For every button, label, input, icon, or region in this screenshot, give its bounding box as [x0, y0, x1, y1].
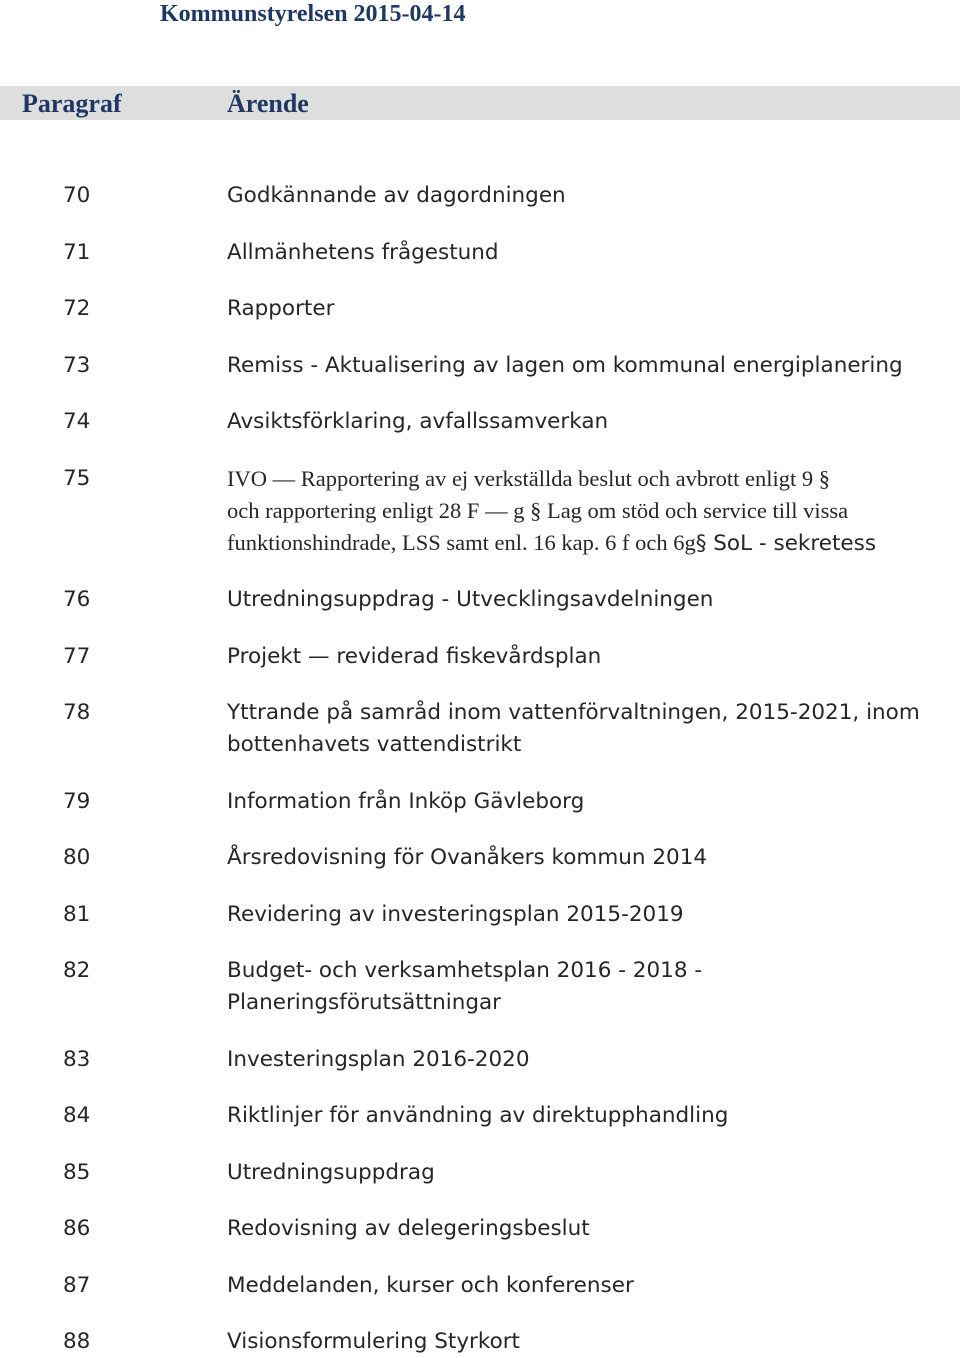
paragraph-number: 83	[63, 1046, 91, 1072]
agenda-item-line: Budget- och verksamhetsplan 2016 - 2018 -	[227, 958, 703, 983]
agenda-row-79	[0, 786, 960, 818]
agenda-item-text: Visionsformulering Styrkort	[227, 1329, 520, 1354]
table-header	[0, 86, 960, 120]
paragraph-number: 75	[63, 465, 91, 491]
agenda-item-line: bottenhavets vattendistrikt	[227, 732, 522, 757]
agenda-item-text: Allmänhetens frågestund	[227, 239, 499, 265]
agenda-item-text: Årsredovisning för Ovanåkers kommun 2014	[227, 845, 708, 870]
agenda-item-text: Projekt — reviderad fiskevårdsplan	[227, 643, 602, 669]
agenda-item-line: Planeringsförutsättningar	[227, 990, 501, 1015]
paragraph-number: 87	[63, 1272, 91, 1298]
paragraph-number: 86	[63, 1216, 91, 1241]
paragraph-number: 79	[63, 788, 91, 814]
agenda-item-text: Redovisning av delegeringsbeslut	[227, 1216, 590, 1241]
agenda-item-text-multiline	[227, 697, 952, 761]
agenda-row-73	[0, 350, 960, 382]
agenda-list	[0, 180, 960, 1358]
agenda-item-text: Investeringsplan 2016-2020	[227, 1046, 530, 1072]
paragraph-number: 74	[63, 409, 91, 434]
agenda-item-text: Remiss - Aktualisering av lagen om kommunal energiplanering	[227, 352, 903, 378]
paragraph-number: 72	[63, 296, 91, 321]
document-title: Kommunstyrelsen 2015-04-14	[160, 1, 466, 27]
paragraph-number: 76	[63, 587, 91, 612]
agenda-row-82	[0, 955, 960, 1019]
agenda-item-text: Utredningsuppdrag	[227, 1159, 435, 1185]
paragraph-number: 84	[63, 1103, 91, 1128]
agenda-row-81	[0, 899, 960, 931]
agenda-item-text: Rapporter	[227, 296, 335, 321]
agenda-row-87	[0, 1270, 960, 1302]
agenda-row-75	[0, 463, 960, 560]
agenda-row-72	[0, 293, 960, 325]
agenda-item-line: och rapportering enligt 28 F — g § Lag om stöd och service till vissa	[227, 497, 849, 523]
paragraph-number: 80	[63, 845, 91, 870]
agenda-item-line: IVO — Rapportering av ej verkställda beslut och avbrott enligt 9 §	[227, 465, 830, 491]
agenda-item-text: Avsiktsförklaring, avfallssamverkan	[227, 409, 609, 434]
agenda-item-line-part: § SoL - sekretess	[695, 530, 877, 556]
agenda-item-text: Meddelanden, kurser och konferenser	[227, 1272, 634, 1298]
agenda-item-line	[227, 527, 952, 560]
agenda-row-78	[0, 697, 960, 761]
agenda-row-77	[0, 641, 960, 673]
agenda-item-text: Information från Inköp Gävleborg	[227, 788, 585, 814]
paragraph-number: 81	[63, 901, 91, 927]
agenda-item-text: Godkännande av dagordningen	[227, 183, 566, 208]
paragraph-number: 78	[63, 700, 91, 725]
agenda-item-line-part: funktionshindrade, LSS samt enl. 16 kap. 6 f och 6g	[227, 529, 696, 555]
agenda-row-86	[0, 1213, 960, 1245]
paragraph-number: 85	[63, 1159, 91, 1185]
paragraph-number: 82	[63, 958, 91, 983]
agenda-row-70	[0, 180, 960, 212]
agenda-row-84	[0, 1100, 960, 1132]
paragraph-number: 77	[63, 643, 91, 669]
paragraph-number: 70	[63, 183, 91, 208]
agenda-row-83	[0, 1044, 960, 1076]
header-arende: Ärende	[227, 89, 309, 118]
agenda-item-text: Utredningsuppdrag - Utvecklingsavdelningen	[227, 587, 714, 612]
agenda-row-74	[0, 406, 960, 438]
agenda-item-text-multiline	[227, 463, 952, 560]
agenda-item-text: Revidering av investeringsplan 2015-2019	[227, 901, 684, 927]
paragraph-number: 73	[63, 352, 91, 378]
agenda-row-76	[0, 584, 960, 616]
agenda-item-text-multiline	[227, 955, 952, 1019]
paragraph-number: 88	[63, 1329, 91, 1354]
agenda-row-88	[0, 1326, 960, 1358]
agenda-item-line: Yttrande på samråd inom vattenförvaltningen, 2015-2021, inom	[227, 700, 920, 725]
paragraph-number: 71	[63, 239, 91, 265]
agenda-item-text: Riktlinjer för användning av direktupphandling	[227, 1103, 729, 1128]
agenda-row-85	[0, 1157, 960, 1189]
agenda-row-71	[0, 237, 960, 269]
header-paragraf: Paragraf	[22, 89, 122, 118]
agenda-row-80	[0, 842, 960, 874]
